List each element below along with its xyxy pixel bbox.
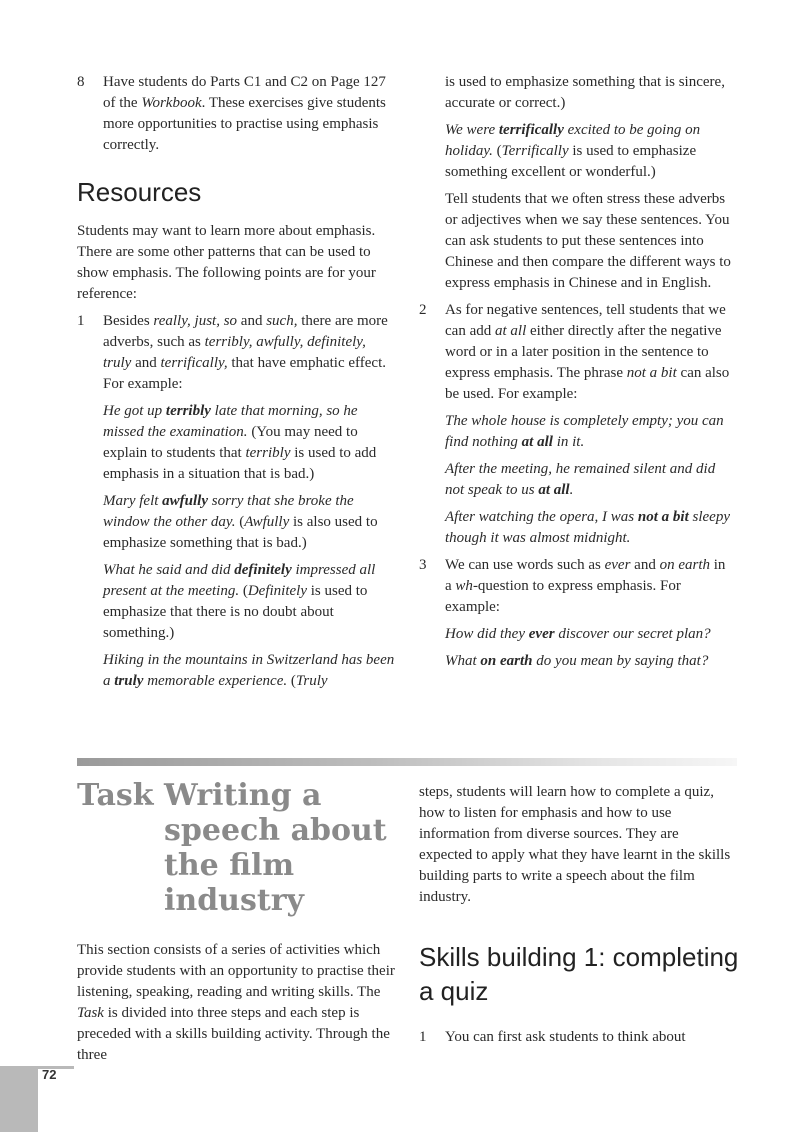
example-text: We were [445,122,499,138]
example-terribly [77,401,395,485]
term: really, just, so [153,313,238,329]
emphasis-word: at all [521,434,553,450]
item-text: in a [445,557,726,594]
emphasis-word: on earth [480,653,533,669]
term: Terrifically [501,143,569,159]
emphasis-word: awfully [162,493,208,509]
item-number: 1 [77,313,85,329]
item-text: and [630,557,660,573]
example-text: impressed all present at the meeting. [103,562,376,599]
example-nothing-at-all [419,411,735,453]
item-text: that have emphatic effect. For example: [103,355,386,392]
list-item-2 [419,300,735,405]
item-text: Besides [103,313,154,329]
example-text: memorable experience. [143,673,288,689]
example-text: in it. [552,434,585,450]
emphasis-word: terrifically [498,122,564,138]
example-at-all [419,459,735,501]
note-text: ( [287,673,296,689]
emphasis-word: at all [538,482,570,498]
example-text: He got up [103,403,166,419]
item-text: there are more adverbs, such as [103,313,388,350]
right-column [419,72,735,678]
item-text: We can use words such as [445,557,605,573]
example-definitely [77,560,395,644]
list-item-1 [77,311,395,395]
example-terrifically [419,120,735,183]
note-text: ( [239,583,248,599]
item-number: 2 [419,302,427,318]
term: ever [604,557,631,573]
note-text: is used to emphasize that there is no doubt about something.) [103,583,368,641]
resources-intro: Students may want to learn more about emphasis. There are some other patterns that can be used to show emphasis. The following points are for your reference: [77,223,376,302]
note-text: is used to emphasize something excellent or wonderful.) [445,143,697,180]
note-text: ( [492,143,502,159]
example-text: How did they [445,626,529,642]
term: at all [494,323,527,339]
task-intro-left [77,940,395,1066]
term: such, [266,313,298,329]
item-text: Have students do Parts C1 and C2 on Page 127 of the [103,74,386,111]
example-awfully [77,491,395,554]
left-column [77,72,395,698]
tell-students-paragraph: Tell students that we often stress these adverbs or adjectives when we say these sentences. You can ask students to put these sentences into Chinese and then compare the different ways to express emphasis in Chinese and in English. [445,191,731,291]
term: terribly [245,445,291,461]
term: Awfully [244,514,290,530]
example-text: . [569,482,574,498]
skills-list-item-1 [419,1027,761,1048]
workbook-title: Workbook [141,95,202,111]
page-number: 72 [42,1067,57,1082]
item-text: . These exercises give students more opportunities to practise using emphasis correctly. [103,95,386,153]
item-text: and [237,313,267,329]
emphasis-word: truly [114,673,144,689]
term: terrifically, [160,355,228,371]
term: Definitely [247,583,307,599]
item-text: either directly after the negative word or in a later position in the sentence to express emphasis. The phrase [445,323,722,381]
example-text: do you mean by saying that? [532,653,709,669]
example-text: Mary felt [103,493,163,509]
list-item-8 [77,72,395,156]
resources-heading: Resources [77,177,202,207]
example-text: discover our secret plan? [554,626,711,642]
list-item-3 [419,555,735,618]
emphasis-word: definitely [234,562,292,578]
item-text: As for negative sentences, tell students that we can add [445,302,726,339]
example-text: sorry that she broke the window the other day. [103,493,354,530]
example-text: Hiking in the mountains in Switzerland has been a [103,652,395,689]
task-label: Task [77,778,154,813]
paragraph-text: is divided into three steps and each step is preceded with a skills building activity. Through the three [77,1005,390,1063]
item-number: 1 [419,1029,427,1045]
example-text: late that morning, so he missed the examination. [103,403,358,440]
item-text: and [131,355,161,371]
note-text: is also used to emphasize something that is bad.) [103,514,378,551]
note-text: (You may need to explain to students that [103,424,358,461]
section-divider [77,758,737,766]
example-text: What he said and did [103,562,235,578]
skills-building-heading: Skills building 1: completing a quiz [419,942,739,1006]
page-edge-bar [0,1066,38,1132]
emphasis-word: not a bit [637,509,689,525]
item-number: 3 [419,557,427,573]
example-text: The whole house is completely empty; you can find nothing [445,413,724,450]
item-number: 8 [77,74,85,90]
term: not a bit [626,365,677,381]
emphasis-word: terribly [165,403,211,419]
example-ever [419,624,735,645]
task-title: Writing a speech about the film industry [164,778,387,918]
example-text: sleepy though it was almost midnight. [445,509,730,546]
term: Truly [295,673,328,689]
emphasis-word: ever [528,626,555,642]
item-text: can also be used. For example: [445,365,730,402]
example-text: After watching the opera, I was [445,509,638,525]
term: on earth [659,557,710,573]
example-on-earth [419,651,735,672]
term: wh [455,578,473,594]
example-text: What [445,653,481,669]
note-text: ( [235,514,245,530]
example-text: excited to be going on holiday. [445,122,701,159]
note-text: is used to add emphasis in a situation that is bad.) [103,445,377,482]
paragraph-text: This section consists of a series of activities which provide students with an opportunity to practise their listening, speaking, reading and writing skills. The [77,942,395,1000]
continued-note: is used to emphasize something that is sincere, accurate or correct.) [445,74,725,111]
item-text: You can first ask students to think about [445,1029,686,1045]
task-intro-right: steps, students will learn how to complete a quiz, how to listen for emphasis and how to use information from diverse sources. They are expected to apply what they have learnt in the skills building parts to write a speech about the film industry. [419,784,731,905]
term: terribly, awfully, definitely, truly [103,334,366,371]
term: Task [77,1005,104,1021]
example-truly [77,650,395,692]
example-not-a-bit [419,507,735,549]
item-text: -question to express emphasis. For example: [445,578,681,615]
example-text: After the meeting, he remained silent and did not speak to us [445,461,716,498]
